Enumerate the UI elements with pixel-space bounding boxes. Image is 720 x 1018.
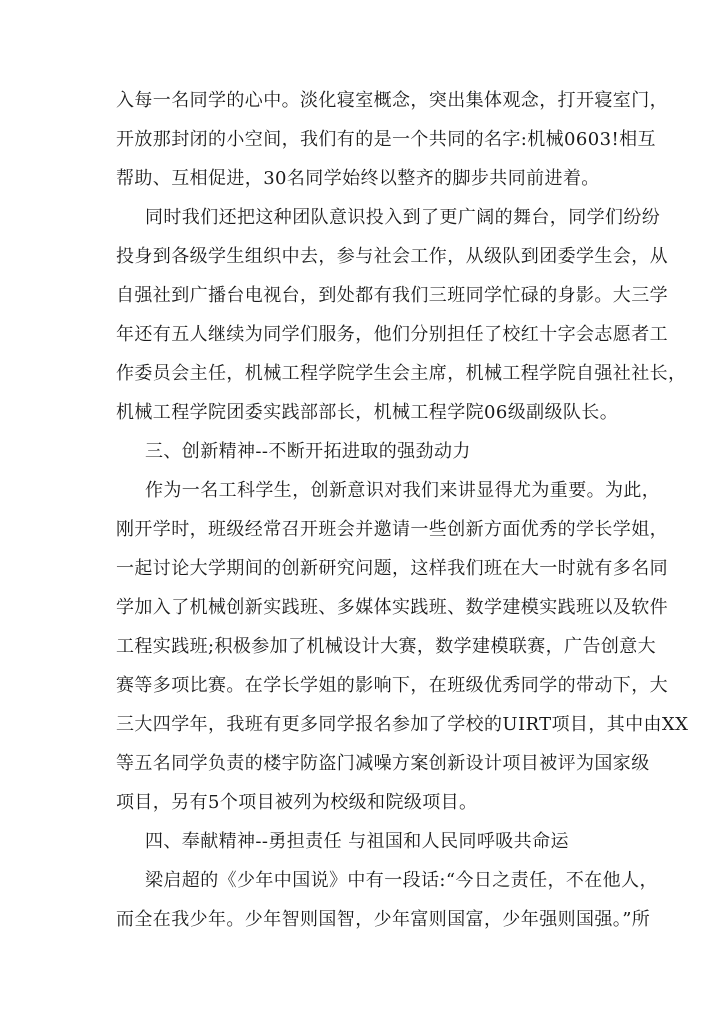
paragraph-line: 自强社到广播台电视台，到处都有我们三班同学忙碌的身影。大三学 <box>116 285 668 306</box>
paragraph-line: 投身到各级学生组织中去，参与社会工作，从级队到团委学生会，从 <box>116 246 668 267</box>
paragraph-line: 赛等多项比赛。在学长学姐的影响下，在班级优秀同学的带动下，大 <box>116 675 668 696</box>
paragraph-line: 年还有五人继续为同学们服务，他们分别担任了校红十字会志愿者工 <box>116 324 668 345</box>
paragraph-line: 作为一名工科学生，创新意识对我们来讲显得尤为重要。为此， <box>145 480 661 501</box>
paragraph-line: 开放那封闭的小空间，我们有的是一个共同的名字:机械0603!相互 <box>116 129 656 150</box>
paragraph-line: 帮助、互相促进，30名同学始终以整齐的脚步共同前进着。 <box>116 168 600 189</box>
paragraph-line: 梁启超的《少年中国说》中有一段话:“今日之责任，不在他人， <box>145 870 658 891</box>
section-heading: 三、创新精神--不断开拓进取的强劲动力 <box>145 441 471 462</box>
paragraph-line: 作委员会主任，机械工程学院学生会主席，机械工程学院自强社社长， <box>116 363 687 384</box>
paragraph-line: 工程实践班;积极参加了机械设计大赛，数学建模联赛，广告创意大 <box>116 636 657 657</box>
paragraph-line: 三大四学年，我班有更多同学报名参加了学校的UIRT项目，其中由XX <box>116 714 689 735</box>
paragraph-line: 一起讨论大学期间的创新研究问题，这样我们班在大一时就有多名同 <box>116 558 668 579</box>
paragraph-line: 学加入了机械创新实践班、多媒体实践班、数学建模实践班以及软件 <box>116 597 668 618</box>
paragraph-line: 入每一名同学的心中。淡化寝室概念，突出集体观念，打开寝室门， <box>116 90 668 111</box>
paragraph-line: 等五名同学负责的楼宇防盗门减噪方案创新设计项目被评为国家级 <box>116 753 650 774</box>
paragraph-line: 而全在我少年。少年智则国智，少年富则国富，少年强则国强。”所 <box>116 909 651 930</box>
paragraph-line: 项目，另有5个项目被列为校级和院级项目。 <box>116 792 478 813</box>
paragraph-line: 机械工程学院团委实践部部长，机械工程学院06级副级队长。 <box>116 402 619 423</box>
paragraph-line: 刚开学时，班级经常召开班会并邀请一些创新方面优秀的学长学姐， <box>116 519 668 540</box>
paragraph-line: 同时我们还把这种团队意识投入到了更广阔的舞台，同学们纷纷 <box>145 207 661 228</box>
section-heading: 四、奉献精神--勇担责任 与祖国和人民同呼吸共命运 <box>145 831 569 852</box>
